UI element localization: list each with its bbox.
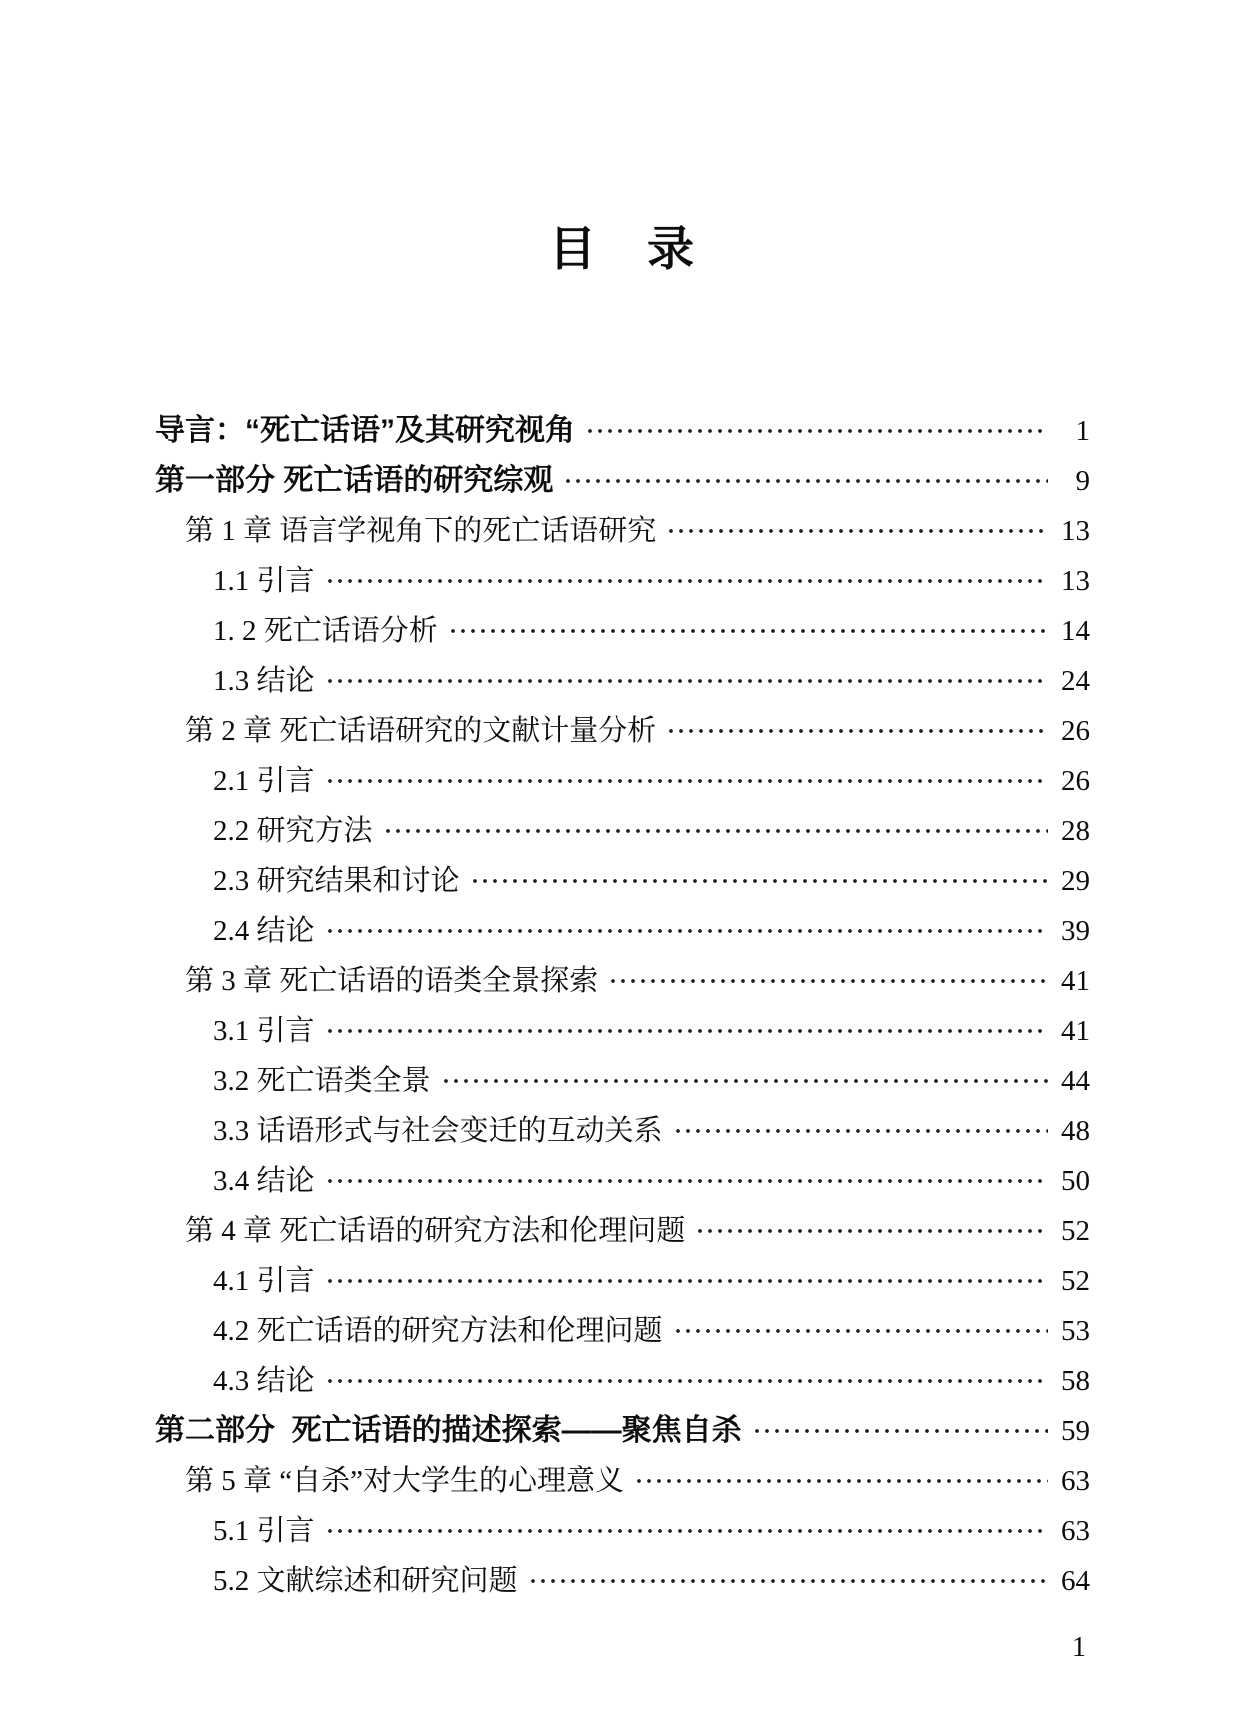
toc-leader-dots [325,1006,1048,1056]
toc-entry-label: 第二部分 死亡话语的描述探索——聚焦自杀 [155,1414,742,1447]
toc-entry-page: 1 [1075,414,1090,447]
toc-entry [155,1156,1090,1206]
toc-leader-dots [470,856,1048,906]
toc-entry-page: 48 [1061,1114,1090,1147]
toc-leader-dots [673,1106,1048,1156]
toc-leader-dots [383,806,1048,856]
toc-entry [155,956,1090,1006]
toc-leader-dots [695,1206,1048,1256]
toc-entry-label: 3.4 结论 [213,1164,315,1197]
toc-leader-dots [563,456,1048,506]
toc-leader-dots [325,556,1048,606]
toc-list [155,406,1090,1606]
toc-entry-page: 9 [1075,464,1090,497]
toc-entry [155,1006,1090,1056]
toc-entry [155,556,1090,606]
toc-entry-label: 第 4 章 死亡话语的研究方法和伦理问题 [185,1214,686,1247]
toc-leader-dots [441,1056,1048,1106]
toc-leader-dots [325,756,1048,806]
toc-entry-page: 13 [1061,514,1090,547]
page-title: 目 录 [549,222,696,275]
toc-entry-label: 2.2 研究方法 [213,814,373,847]
toc-leader-dots [325,1256,1048,1306]
page-footer [1072,1632,1086,1664]
toc-leader-dots [448,606,1048,656]
toc-entry [155,906,1090,956]
toc-entry-label: 第 1 章 语言学视角下的死亡话语研究 [185,514,657,547]
toc-entry-page: 52 [1061,1264,1090,1297]
toc-entry-label: 第一部分 死亡话语的研究综观 [155,464,554,497]
toc-entry-label: 4.1 引言 [213,1264,315,1297]
toc-entry-page: 28 [1061,814,1090,847]
footer-page-number: 1 [1072,1632,1086,1663]
toc-entry-label: 5.2 文献综述和研究问题 [213,1564,518,1597]
toc-entry [155,1206,1090,1256]
toc-entry [155,606,1090,656]
toc-entry [155,1306,1090,1356]
toc-entry [155,1456,1090,1506]
toc-entry-label: 1.1 引言 [213,564,315,597]
toc-entry [155,1256,1090,1306]
toc-entry-page: 50 [1061,1164,1090,1197]
toc-entry-label: 2.3 研究结果和讨论 [213,864,460,897]
toc-leader-dots [325,1156,1048,1206]
toc-entry-page: 13 [1061,564,1090,597]
toc-entry [155,1406,1090,1456]
toc-entry [155,1506,1090,1556]
toc-entry-label: 1.3 结论 [213,664,315,697]
toc-entry-label: 1. 2 死亡话语分析 [213,614,438,647]
toc-entry-page: 64 [1061,1564,1090,1597]
toc-entry-label: 2.4 结论 [213,914,315,947]
toc-leader-dots [528,1556,1048,1606]
toc-leader-dots [666,706,1048,756]
toc-entry-page: 26 [1061,764,1090,797]
toc-entry-page: 52 [1061,1214,1090,1247]
toc-entry [155,656,1090,706]
toc-leader-dots [634,1456,1048,1506]
toc-entry-label: 5.1 引言 [213,1514,315,1547]
toc-entry-page: 58 [1061,1364,1090,1397]
toc-leader-dots [585,406,1048,456]
toc-entry-page: 14 [1061,614,1090,647]
toc-entry-label: 3.1 引言 [213,1014,315,1047]
toc-entry [155,1356,1090,1406]
toc-entry [155,806,1090,856]
toc-entry [155,506,1090,556]
toc-entry-label: 第 2 章 死亡话语研究的文献计量分析 [185,714,657,747]
toc-entry [155,706,1090,756]
toc-entry [155,1556,1090,1606]
toc-entry-label: 4.3 结论 [213,1364,315,1397]
toc-leader-dots [752,1406,1048,1456]
toc-entry [155,1106,1090,1156]
toc-entry-page: 29 [1061,864,1090,897]
toc-entry-page: 63 [1061,1514,1090,1547]
toc-leader-dots [666,506,1048,556]
toc-entry-page: 59 [1061,1414,1090,1447]
toc-entry-page: 26 [1061,714,1090,747]
toc-entry-label: 第 3 章 死亡话语的语类全景探索 [185,964,599,997]
toc-entry-label: 3.2 死亡语类全景 [213,1064,431,1097]
toc-entry [155,856,1090,906]
toc-entry-page: 44 [1061,1064,1090,1097]
toc-leader-dots [673,1306,1048,1356]
toc-entry [155,756,1090,806]
toc-entry [155,1056,1090,1106]
toc-entry-page: 53 [1061,1314,1090,1347]
toc-entry-page: 41 [1061,964,1090,997]
toc-entry-label: 4.2 死亡话语的研究方法和伦理问题 [213,1314,663,1347]
toc-leader-dots [325,656,1048,706]
toc-entry-page: 39 [1061,914,1090,947]
toc-entry-page: 41 [1061,1014,1090,1047]
toc-entry-label: 2.1 引言 [213,764,315,797]
toc-entry-page: 24 [1061,664,1090,697]
toc-entry-page: 63 [1061,1464,1090,1497]
toc-entry-label: 3.3 话语形式与社会变迁的互动关系 [213,1114,663,1147]
toc-entry-label: 第 5 章 “自杀”对大学生的心理意义 [185,1464,624,1497]
toc-entry [155,456,1090,506]
toc-leader-dots [325,1356,1048,1406]
toc-leader-dots [608,956,1048,1006]
toc-leader-dots [325,1506,1048,1556]
toc-entry [155,406,1090,456]
toc-leader-dots [325,906,1048,956]
toc-entry-label: 导言：“死亡话语”及其研究视角 [155,414,575,447]
